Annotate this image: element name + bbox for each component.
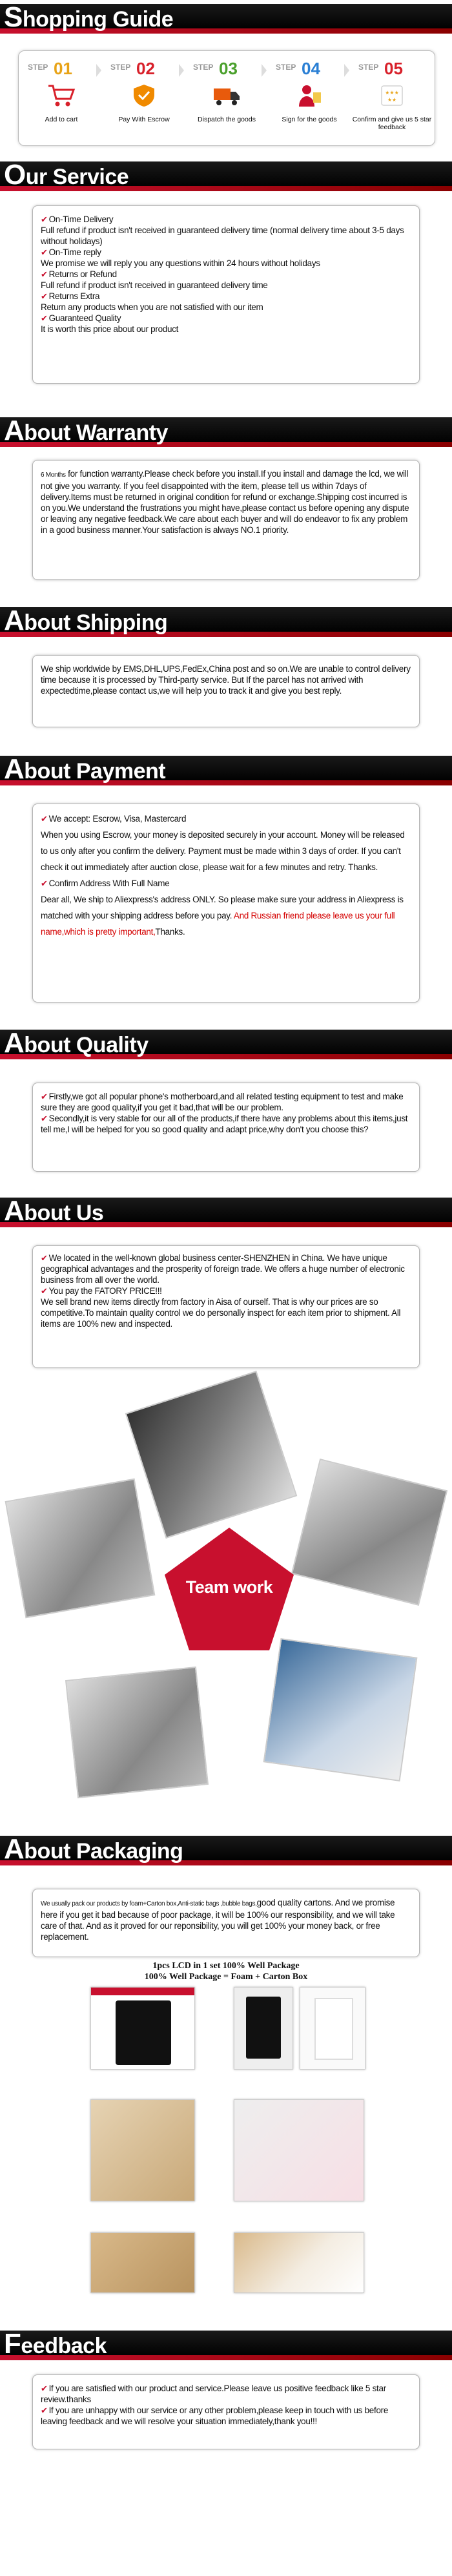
payment-confirm-heading: ✔ Confirm Address With Full Name [41,878,170,888]
payment-accept: ✔ We accept: Escrow, Visa, Mastercard [41,814,187,824]
step-1: STEP 01 Add to cart [28,59,78,123]
image-foam-box [90,2099,195,2201]
svg-text:★★★: ★★★ [385,90,399,96]
image-foam-case [300,1987,365,2070]
section-header-about-payment [0,752,452,785]
step-5: STEP 05 ★★★ ★★ Confirm and give us 5 star feedback [352,59,432,131]
image-sealed-bag [234,2099,364,2201]
step-2: STEP 02 Pay With Escrow [110,59,170,123]
package-line2: 100% Well Package = Foam + Carton Box [144,1972,308,1982]
stars-icon [378,83,406,108]
step-4: STEP 04 Sign for the goods [276,59,337,123]
section-header-about-us [0,1194,452,1227]
payment-box [32,804,420,1002]
photo-lcd-screens [125,1371,298,1539]
warranty-box [32,460,420,580]
service-heading: ✔ Returns Extra [41,291,100,301]
section-header-about-shipping [0,603,452,637]
quality-box [32,1083,420,1172]
photo-testing [263,1638,418,1781]
section-title: Shopping Guide [4,1,174,33]
payment-address-text: Dear all, We ship to Aliexpress's address ONLY. So please make sure your address in Aliexpress is matched with your shipping address before you pay. And Russian friend please leave us your full name,which is pretty important,Thanks. [41,895,404,937]
about-us-heading: ✔ You pay the FATORY PRICE!!! [41,1286,162,1296]
packaging-images [84,1961,368,2294]
section-title: About Payment [4,753,166,785]
service-text: Full refund if product isn't received in guaranteed delivery time [41,280,268,290]
section-title: About Warranty [4,415,168,446]
packaging-box [32,1889,420,1957]
team-work-collage [0,1376,452,1813]
payment-escrow-text: When you using Escrow, your money is deposited securely in your account. Money will be released to us only after you confirm the delivery. Payment must be made within 3 days of order. If you can't check it out immediately after auction close, please wait for a few minutes and retry. Thanks. [41,830,405,872]
about-us-box [32,1245,420,1368]
section-header-about-packaging [0,1832,452,1865]
section-header-feedback [0,2327,452,2360]
shopping-steps [18,50,435,146]
feedback-p1: ✔ If you are satisfied with our product and service.Please leave us positive feedback like 5 star review.thanks [41,2384,386,2404]
about-us-p2: We sell brand new items directly from factory in Aisa of ourself. That is why our prices are so competitive.To maintain quality control we do personally inspect for each item prior to shipment. All items are 100% new and inspected. [41,1297,401,1329]
image-lcd-foam [234,1987,293,2070]
section-title: About Packaging [4,1833,183,1865]
shipping-box [32,655,420,727]
image-lcd-front [90,1987,195,2070]
service-text: Full refund if product isn't received in guaranteed delivery time (normal delivery time about 3-5 days without holidays) [41,225,404,246]
section-header-shopping-guide [0,0,452,34]
quality-p1: ✔ Firstly,we got all popular phone's motherboard,and all related testing equipment to test and make sure they are good quality,if you get it bad,that will be our problem. [41,1092,404,1112]
section-header-about-warranty [0,413,452,447]
person-icon [295,83,324,108]
quality-p2: ✔ Secondly,it is very stable for our all of the products,if there have any problems about this items,just tell me,I will be helped for you so good quality and adapt price,why don't you choose this? [41,1114,408,1134]
shield-icon [130,83,158,108]
service-box [32,205,420,384]
about-us-p1: ✔ We located in the well-known global business center-SHENZHEN in China. We have unique geographical advantages and the prosperity of foreign trade. We offers a huge number of electronic business from all over the world. [41,1253,405,1285]
truck-icon [212,83,241,108]
packaging-text: We usually pack our products by foam+Carton box,Anti-static bags ,bubble bags,good quality cartons. And we promise here if you get it bad because of poor package, it will be 100% our responsibility, and we will take care of that. And as it proved for our reponsibility, you will get 100% your money back, or free replacement. [41,1898,395,1942]
team-work-label: Team work [185,1577,273,1597]
service-heading: ✔ On-Time Delivery [41,214,114,224]
service-heading: ✔ Returns or Refund [41,269,117,279]
section-header-about-quality [0,1026,452,1059]
shipping-text: We ship worldwide by EMS,DHL,UPS,FedEx,China post and so on.We are unable to control delivery time because it is processed by Third-party service. But If the parcel has not arrived with expectedtime,please contact us,we will help you to track it and give you best reply. [41,664,411,696]
warranty-text: 6 Months for function warranty.Please check before you install.If you install and damage the lcd, we will not give you warranty. If you feel disappointed with the item, please tell us within 7days of delivery.Items must be returned in original condition for refund or exchange.Shipping cost incurred is on you.We understand the frustrations you might have,please contact us before opening any dispute or leaving any negative feedback.We care about each buyer and will do endeavor to fix any problem in a good business manner.Your satisfaction is always NO.1 priority. [41,469,409,535]
photo-repair [5,1479,156,1619]
service-text: It is worth this price about our product [41,324,179,334]
svg-text:★★: ★★ [387,97,397,103]
image-carton-box [90,2232,195,2293]
photo-phone-hand [291,1459,447,1606]
step-3: STEP 03 Dispatch the goods [193,59,256,123]
cart-icon [47,83,76,108]
service-heading: ✔ Guaranteed Quality [41,313,121,323]
section-title: About Quality [4,1027,149,1059]
section-title: About Shipping [4,605,168,636]
photo-package [65,1667,209,1798]
section-header-our-service [0,158,452,191]
section-title: Our Service [4,159,129,191]
image-open-carton [234,2232,364,2293]
section-title: About Us [4,1195,104,1227]
section-title: Feedback [4,2328,107,2360]
package-line1: 1pcs LCD in 1 set 100% Well Package [152,1961,300,1971]
service-heading: ✔ On-Time reply [41,247,101,257]
service-text: We promise we will reply you any questions within 24 hours without holidays [41,258,320,268]
feedback-p2: ✔ If you are unhappy with our service or any other problem,please keep in touch with us before leaving feedback and we will resolve your situation immediately,thank you!!! [41,2405,389,2426]
feedback-box [32,2374,420,2449]
service-text: Return any products when you are not satisfied with our item [41,302,263,312]
